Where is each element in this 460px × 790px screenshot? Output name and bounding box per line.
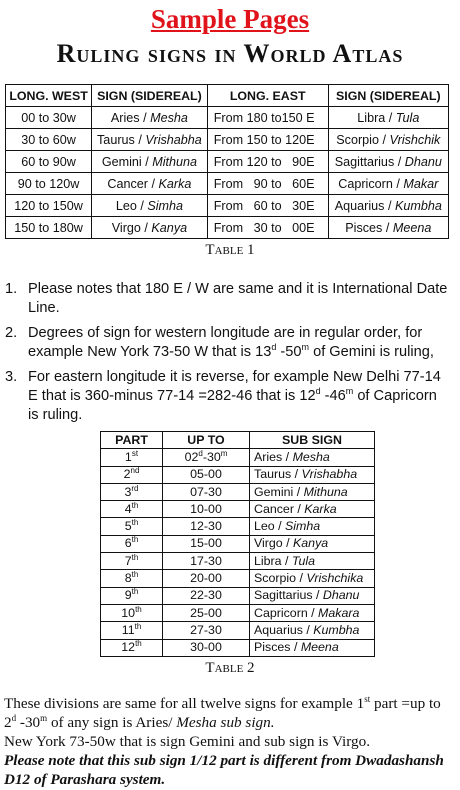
table2-caption: Table 2 (205, 659, 255, 676)
sign-sanskrit: Vrishabha (145, 132, 202, 147)
sign-name: Sagittarius (334, 154, 395, 169)
upto-cell (163, 604, 250, 621)
upto-value: 25-00 (190, 605, 222, 620)
table-row (101, 466, 375, 483)
part-ordinal: st (131, 448, 139, 458)
long-east-cell: From 90 to 60E (207, 173, 328, 195)
sign-sanskrit: Karka (158, 176, 192, 191)
part-number: 10 (121, 605, 136, 620)
sign-name: Leo (115, 198, 137, 213)
list-item (0, 280, 460, 318)
table-row (101, 604, 375, 621)
sub-sign-table (100, 431, 375, 657)
upto-value: -30 (202, 449, 221, 464)
upto-cell (163, 501, 250, 518)
upto-value: 30-00 (190, 640, 222, 655)
table-header-row (6, 85, 449, 107)
part-number: 8 (124, 571, 132, 586)
sub-sign-cell: Scorpio / Vrishchika (250, 570, 375, 587)
table1-caption: Table 1 (205, 242, 255, 258)
sign-sanskrit: Simha (285, 519, 321, 534)
sub-sign-cell: Pisces / Meena (250, 639, 375, 656)
sign-sanskrit: Kumbha (394, 198, 442, 213)
long-east-cell: From 150 to 120E (207, 129, 328, 151)
sign-sanskrit: Mesha (292, 449, 330, 464)
sign-west-cell: Aries / Mesha (92, 107, 208, 129)
note-sup: m (345, 386, 354, 397)
upto-value: 20-00 (190, 571, 222, 586)
upto-cell (163, 466, 250, 483)
note-text: Degrees of sign for western longitude are in regular order, for example New York 73-50 W that is 13 (28, 325, 423, 360)
sub-sign-cell: Libra / Tula (250, 553, 375, 570)
sign-name: Leo (254, 519, 275, 534)
long-west-cell: 00 to 30w (6, 107, 92, 129)
sub-sign-cell: Virgo / Kanya (250, 535, 375, 552)
sign-name: Capricorn (338, 176, 393, 191)
sign-sanskrit: Kanya (151, 220, 188, 235)
col-long-west: LONG. WEST (6, 85, 92, 107)
part-ordinal: th (131, 569, 139, 579)
sign-sanskrit: Tula (291, 553, 316, 568)
sign-sanskrit: Kanya (293, 536, 329, 551)
sign-name: Pisces (254, 640, 291, 655)
sign-sanskrit: Vrishchik (389, 132, 441, 147)
sign-west-cell: Gemini / Mithuna (92, 151, 208, 173)
table-row (101, 449, 375, 466)
part-number: 2 (123, 467, 131, 482)
sign-sanskrit: Simha (147, 198, 184, 213)
part-ordinal: th (135, 604, 142, 614)
footer-note: Please note that this sub sign 1/12 part is different from Dwadashansh D12 of Parashara system. (4, 751, 444, 788)
sub-sign-cell: Aries / Mesha (250, 449, 375, 466)
footer-text-run: -30 (16, 713, 41, 731)
footer-sup: m (40, 712, 48, 723)
sign-west-cell: Taurus / Vrishabha (92, 129, 208, 151)
col-part: PART (101, 432, 163, 449)
sign-sanskrit: Tula (395, 110, 420, 125)
sign-name: Libra (254, 553, 282, 568)
sign-name: Aquarius (334, 198, 385, 213)
upto-value: 27-30 (190, 622, 222, 637)
upto-cell (163, 622, 250, 639)
upto-cell (163, 553, 250, 570)
upto-value: 02 (184, 449, 199, 464)
upto-cell (163, 449, 250, 466)
part-ordinal: th (134, 621, 142, 631)
table-row (6, 195, 449, 217)
part-ordinal: th (131, 500, 139, 510)
sub-sign-cell: Taurus / Vrishabha (250, 466, 375, 483)
long-west-cell: 150 to 180w (6, 217, 92, 239)
table-row (101, 622, 375, 639)
sign-name: Taurus (254, 467, 292, 482)
long-east-cell: From 30 to 00E (207, 217, 328, 239)
col-long-east: LONG. EAST (207, 85, 328, 107)
table-row (6, 217, 449, 239)
list-item (0, 324, 460, 362)
footer-text-run: of any sign is Aries/ (47, 713, 177, 731)
sign-name: Virgo (111, 220, 141, 235)
part-number: 5 (124, 519, 132, 534)
sign-east-cell: Aquarius / Kumbha (328, 195, 448, 217)
sign-sanskrit: Dhanu (322, 588, 360, 603)
part-cell (101, 535, 163, 552)
sign-name: Capricorn (254, 605, 308, 620)
upto-value: 07-30 (190, 484, 222, 499)
col-sub-sign: SUB SIGN (250, 432, 375, 449)
sub-sign-cell: Sagittarius / Dhanu (250, 587, 375, 604)
table-row (101, 639, 375, 656)
col-sign-west: SIGN (SIDEREAL) (92, 85, 208, 107)
sign-name: Virgo (254, 536, 283, 551)
note-text: of Gemini is ruling, (309, 344, 434, 360)
upto-value: 10-00 (190, 501, 222, 516)
part-cell (101, 570, 163, 587)
table-row (6, 129, 449, 151)
footer-italic: Mesha sub sign. (176, 713, 275, 731)
sign-sanskrit: Vrishabha (301, 467, 358, 482)
table-row (101, 587, 375, 604)
sign-east-cell: Scorpio / Vrishchik (328, 129, 448, 151)
sign-sanskrit: Makara (318, 605, 360, 620)
upto-cell (163, 535, 250, 552)
part-cell (101, 466, 163, 483)
sign-sanskrit: Meena (300, 640, 339, 655)
part-cell (101, 518, 163, 535)
sign-name: Gemini (254, 484, 294, 499)
part-number: 7 (124, 553, 132, 568)
table-row (6, 107, 449, 129)
sign-sanskrit: Meena (392, 220, 432, 235)
long-west-cell: 60 to 90w (6, 151, 92, 173)
table-row (6, 173, 449, 195)
footer-text-run: part =up to 2 (4, 694, 441, 731)
part-cell (101, 587, 163, 604)
list-number: 3. (5, 369, 18, 385)
sign-west-cell: Leo / Simha (92, 195, 208, 217)
upto-sup: m (220, 448, 228, 458)
table-row (101, 570, 375, 587)
long-east-cell: From 60 to 30E (207, 195, 328, 217)
long-west-cell: 30 to 60w (6, 129, 92, 151)
upto-cell (163, 587, 250, 604)
table-row (101, 501, 375, 518)
sign-name: Aquarius (254, 622, 303, 637)
sign-name: Scorpio (254, 571, 297, 586)
notes-list (0, 280, 460, 425)
part-number: 9 (124, 588, 132, 603)
sign-sanskrit: Mesha (150, 110, 188, 125)
sign-east-cell: Sagittarius / Dhanu (328, 151, 448, 173)
part-ordinal: th (131, 518, 139, 527)
col-sign-east: SIGN (SIDEREAL) (328, 85, 448, 107)
part-cell (101, 501, 163, 518)
list-number: 2. (5, 325, 18, 341)
sign-east-cell: Pisces / Meena (328, 217, 448, 239)
sign-sanskrit: Kumbha (313, 622, 360, 637)
sign-sanskrit: Karka (304, 501, 337, 516)
footer-text (4, 694, 460, 789)
sign-sanskrit: Vrishchika (306, 571, 364, 586)
sub-sign-cell: Gemini / Mithuna (250, 483, 375, 500)
table-header-row (101, 432, 375, 449)
part-cell (101, 449, 163, 466)
note-sup: d (315, 386, 321, 397)
table-row (6, 151, 449, 173)
sign-east-cell: Libra / Tula (328, 107, 448, 129)
long-east-cell: From 180 to150 E (207, 107, 328, 129)
part-cell (101, 604, 163, 621)
footer-sup: st (364, 693, 371, 704)
sign-sanskrit: Makar (403, 176, 439, 191)
part-number: 4 (124, 501, 132, 516)
part-cell (101, 553, 163, 570)
note-text: -46 (320, 388, 346, 404)
upto-value: 15-00 (190, 536, 222, 551)
part-number: 3 (124, 484, 132, 499)
long-east-cell: From 120 to 90E (207, 151, 328, 173)
list-item (0, 368, 460, 425)
note-text: -50 (276, 344, 302, 360)
part-ordinal: rd (131, 483, 139, 493)
part-cell (101, 622, 163, 639)
table-row (101, 483, 375, 500)
part-ordinal: th (131, 552, 139, 562)
col-upto: UP TO (163, 432, 250, 449)
list-number: 1. (5, 281, 18, 297)
sign-west-cell: Virgo / Kanya (92, 217, 208, 239)
upto-cell (163, 639, 250, 656)
note-text: of Capricorn is ruling. (28, 388, 437, 423)
sign-east-cell: Capricorn / Makar (328, 173, 448, 195)
table-row (101, 553, 375, 570)
sub-sign-cell: Capricorn / Makara (250, 604, 375, 621)
upto-sup: d (198, 448, 203, 458)
sign-name: Taurus (97, 132, 135, 147)
ruling-signs-table (5, 84, 449, 239)
sign-name: Scorpio (336, 132, 379, 147)
upto-cell (163, 483, 250, 500)
sign-sanskrit: Dhanu (404, 154, 442, 169)
upto-value: 12-30 (190, 519, 222, 534)
note-text: For eastern longitude it is reverse, for example New Delhi 77-14 E that is 360-minus 77-14 =282-46 that is 12 (28, 369, 441, 404)
footer-text-run: These divisions are same for all twelve signs for example 1 (4, 694, 365, 712)
part-number: 1 (124, 449, 132, 464)
part-ordinal: th (135, 639, 142, 649)
part-ordinal: th (131, 535, 139, 545)
part-cell (101, 639, 163, 656)
footer-paragraph (4, 694, 456, 732)
table-row (101, 535, 375, 552)
sign-name: Libra (357, 110, 386, 125)
upto-cell (163, 570, 250, 587)
part-ordinal: th (131, 587, 139, 597)
sign-sanskrit: Mithuna (303, 484, 348, 499)
upto-value: 17-30 (190, 553, 222, 568)
sign-name: Aries (110, 110, 140, 125)
sign-name: Pisces (345, 220, 383, 235)
sign-name: Cancer (107, 176, 149, 191)
sign-name: Sagittarius (254, 588, 313, 603)
sign-name: Gemini (101, 154, 142, 169)
sign-sanskrit: Mithuna (152, 154, 198, 169)
sub-sign-cell: Aquarius / Kumbha (250, 622, 375, 639)
sign-name: Cancer (254, 501, 294, 516)
upto-cell (163, 518, 250, 535)
part-cell (101, 483, 163, 500)
table-row (101, 518, 375, 535)
footer-sup: d (11, 712, 17, 723)
part-number: 12 (121, 640, 136, 655)
upto-value: 22-30 (190, 588, 222, 603)
sign-west-cell: Cancer / Karka (92, 173, 208, 195)
sub-sign-cell: Cancer / Karka (250, 501, 375, 518)
sub-sign-cell: Leo / Simha (250, 518, 375, 535)
part-ordinal: nd (130, 466, 140, 476)
part-number: 11 (121, 622, 135, 637)
part-number: 6 (124, 536, 132, 551)
banner: Sample Pages (150, 4, 310, 34)
note-text: Please notes that 180 E / W are same and it is International Date Line. (28, 281, 448, 316)
note-sup: m (301, 342, 310, 353)
page-title: Ruling signs in World Atlas (56, 39, 404, 68)
footer-paragraph: New York 73-50w that is sign Gemini and sub sign is Virgo. (4, 732, 370, 750)
upto-value: 05-00 (190, 467, 222, 482)
long-west-cell: 90 to 120w (6, 173, 92, 195)
sign-name: Aries (254, 449, 283, 464)
long-west-cell: 120 to 150w (6, 195, 92, 217)
note-sup: d (271, 342, 277, 353)
